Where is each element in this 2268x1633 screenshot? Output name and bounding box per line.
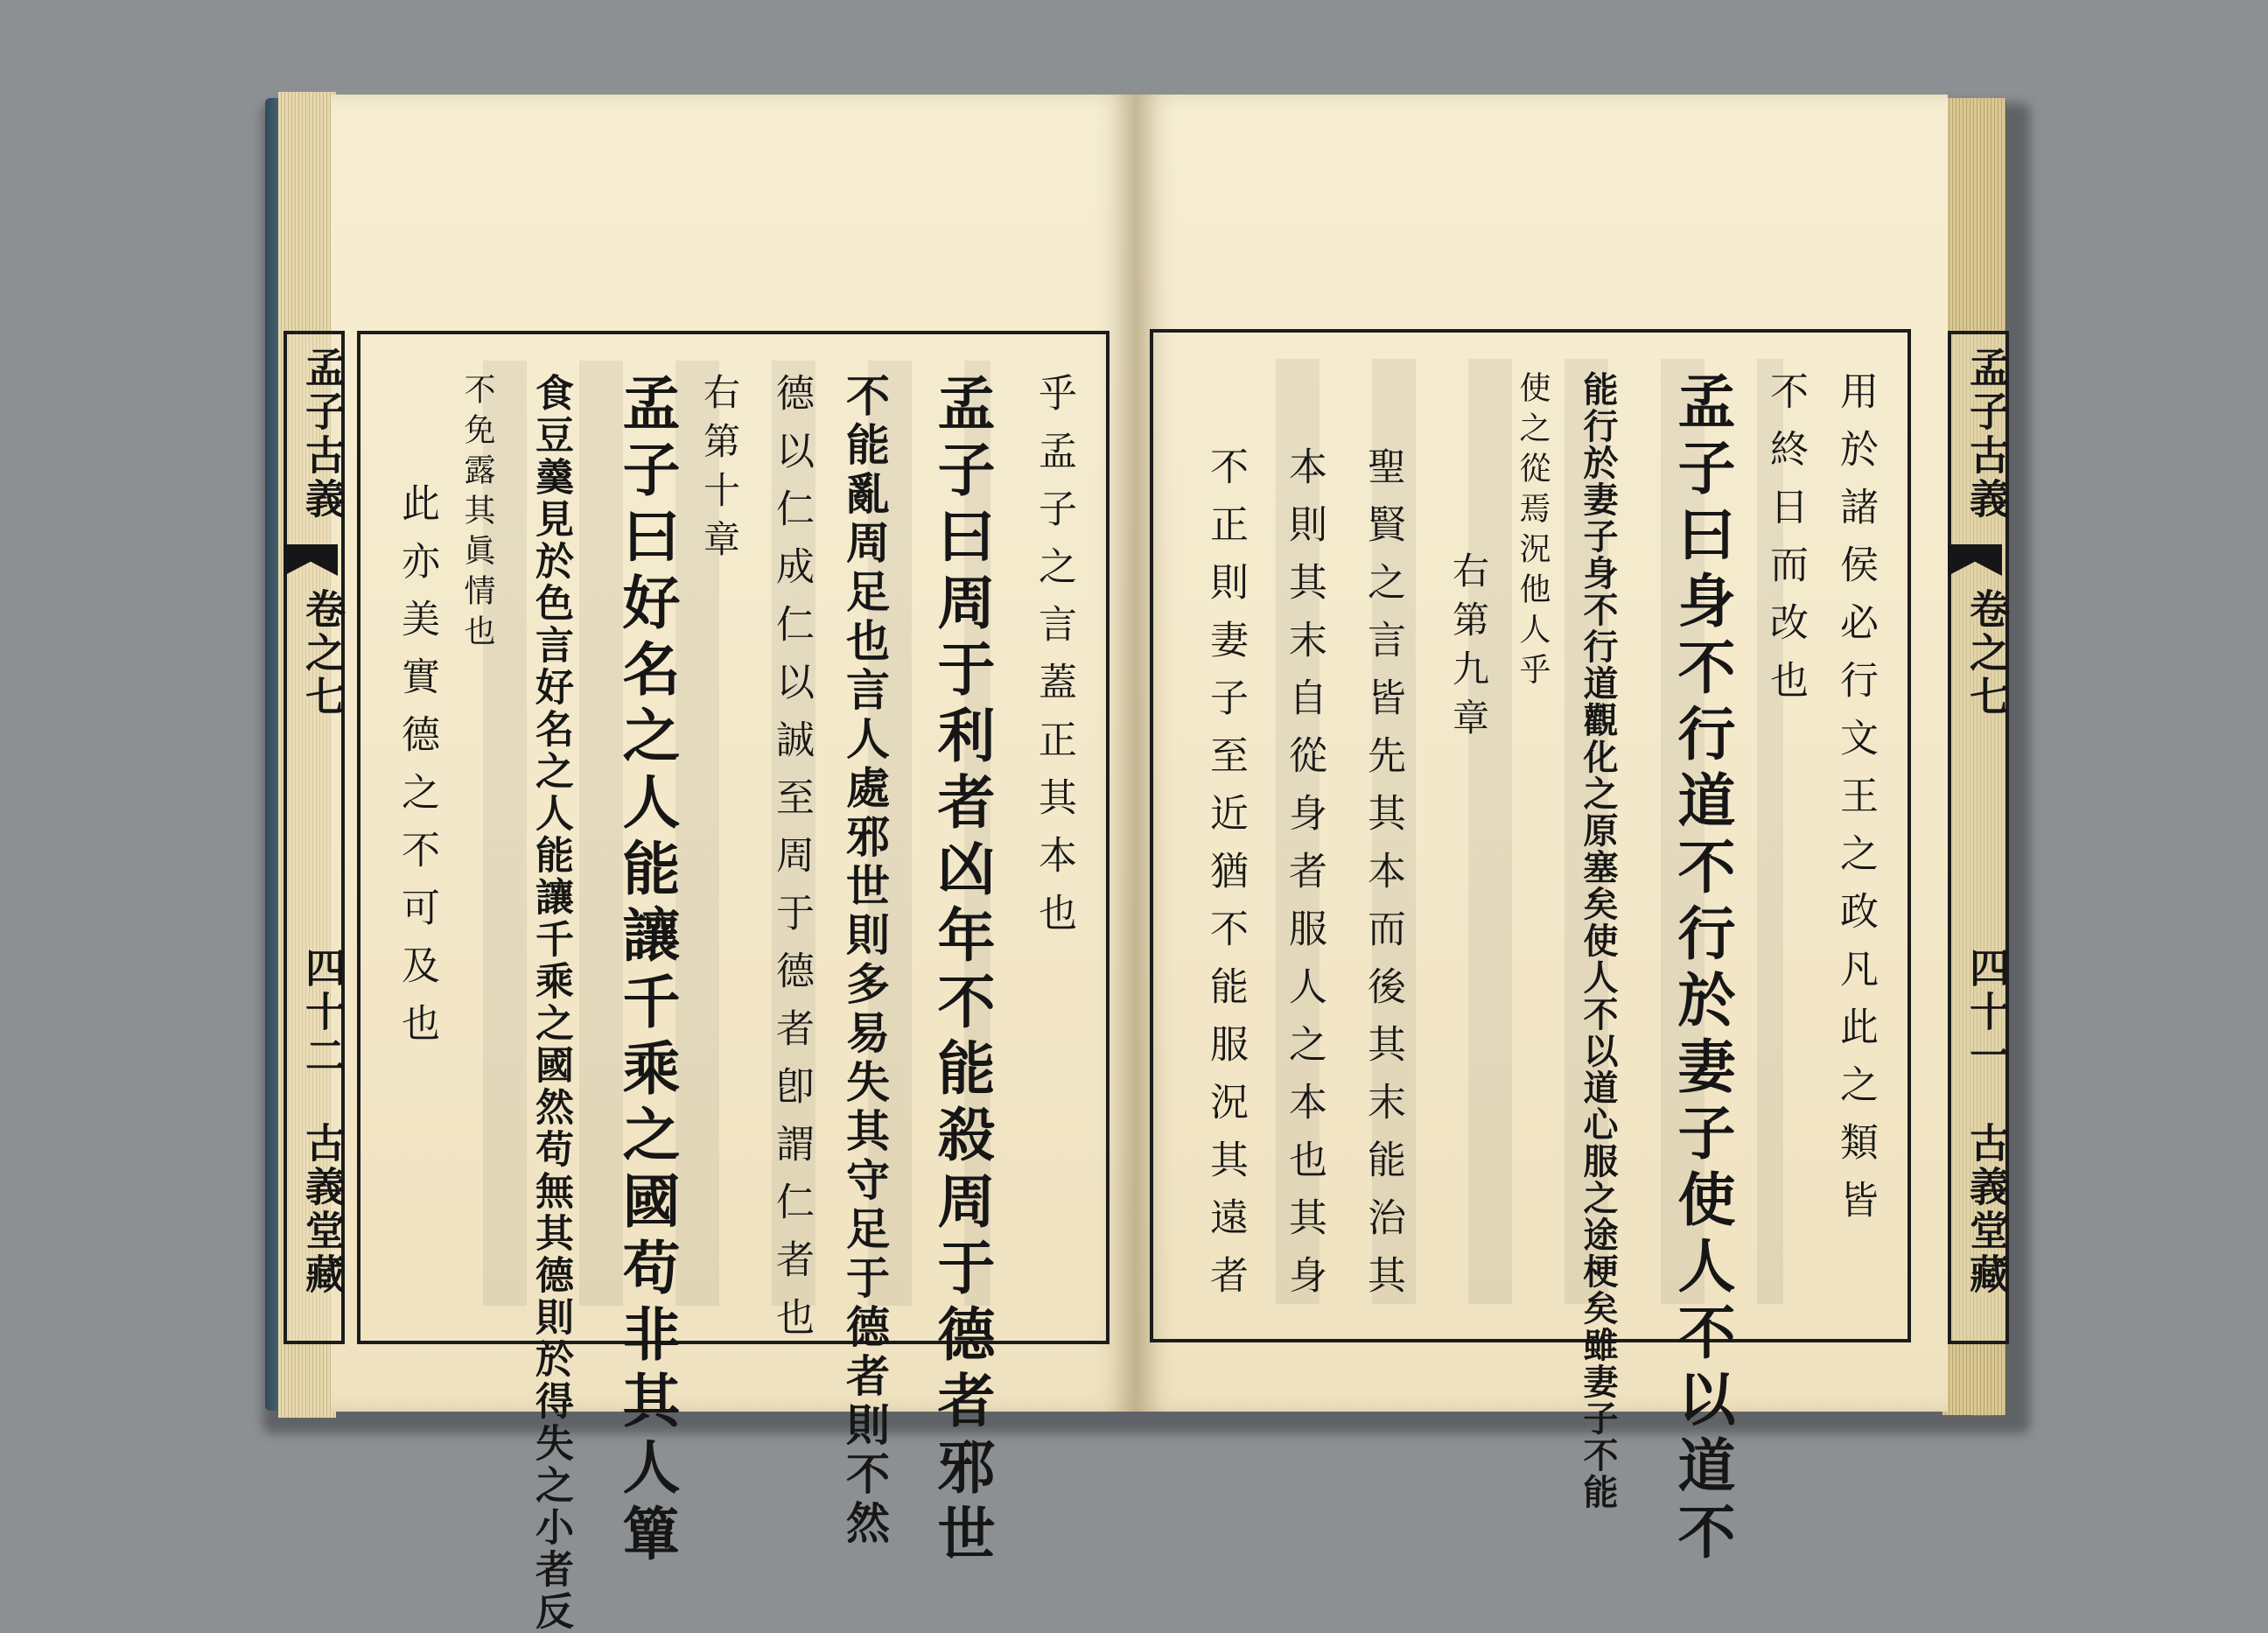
text-column: 不正則妻子至近猶不能服況其遠者: [1203, 446, 1248, 1313]
chapter-heading: 右第九章: [1447, 551, 1490, 747]
text-column: 聖賢之言皆先其本而後其末能治其: [1361, 446, 1405, 1313]
banxin-publisher: 古義堂藏: [1964, 1122, 2011, 1297]
text-column: 此亦美實德之不可及也: [395, 483, 439, 1061]
left-page: [299, 95, 1136, 1633]
text-column: 乎孟子之言蓋正其本也: [1032, 373, 1076, 950]
text-column: 德以仁成仁以誠至周于德者卽謂仁者也: [769, 373, 814, 1355]
chapter-heading: 右第十章: [698, 373, 741, 569]
text-column: 不免露其眞情也: [459, 373, 495, 655]
banxin-page-number: 四十一: [1964, 947, 2011, 1078]
text-column: 不終日而改也: [1763, 371, 1808, 718]
fishtail-mark: [284, 544, 338, 576]
banxin-title: 孟子古義: [1964, 347, 2011, 522]
text-column: 本則其末自從身者服人之本也其身: [1282, 446, 1326, 1313]
text-column: 不能亂周足也言人處邪世則多易失其守足于德者則不然: [839, 373, 891, 1549]
banxin-volume: 卷之七: [299, 588, 346, 719]
text-column: 孟子曰周于利者凶年不能殺周于德者邪世: [928, 373, 996, 1570]
text-column: 能行於妻子身不行道觀化之原塞矣使人不以道心服之途梗矣雖妻子不能: [1578, 371, 1619, 1510]
text-column: 孟子曰身不行道不行於妻子使人不以道不: [1668, 371, 1736, 1568]
banxin-publisher: 古義堂藏: [299, 1122, 346, 1297]
left-text-frame: [357, 331, 1110, 1633]
text-column: 食豆羹見於色言好名之人能讓千乘之國然苟無其德則於得失之小者反: [528, 373, 573, 1633]
right-text-frame: [1150, 329, 1911, 1568]
fishtail-mark: [1948, 544, 2002, 576]
text-column: 孟子曰好名之人能讓千乘之國苟非其人簞: [612, 373, 681, 1570]
banxin-title: 孟子古義: [299, 347, 346, 522]
banxin-volume: 卷之七: [1964, 588, 2011, 719]
text-column: 用於諸侯必行文王之政凡此之類皆: [1833, 371, 1878, 1237]
right-page-margin-column: [1948, 331, 2009, 1344]
left-page-margin-column: [284, 331, 345, 1344]
banxin-page-number: 四十二: [299, 947, 346, 1078]
text-column: 使之從焉況他人乎: [1515, 371, 1550, 693]
right-page: [1136, 95, 2011, 1568]
